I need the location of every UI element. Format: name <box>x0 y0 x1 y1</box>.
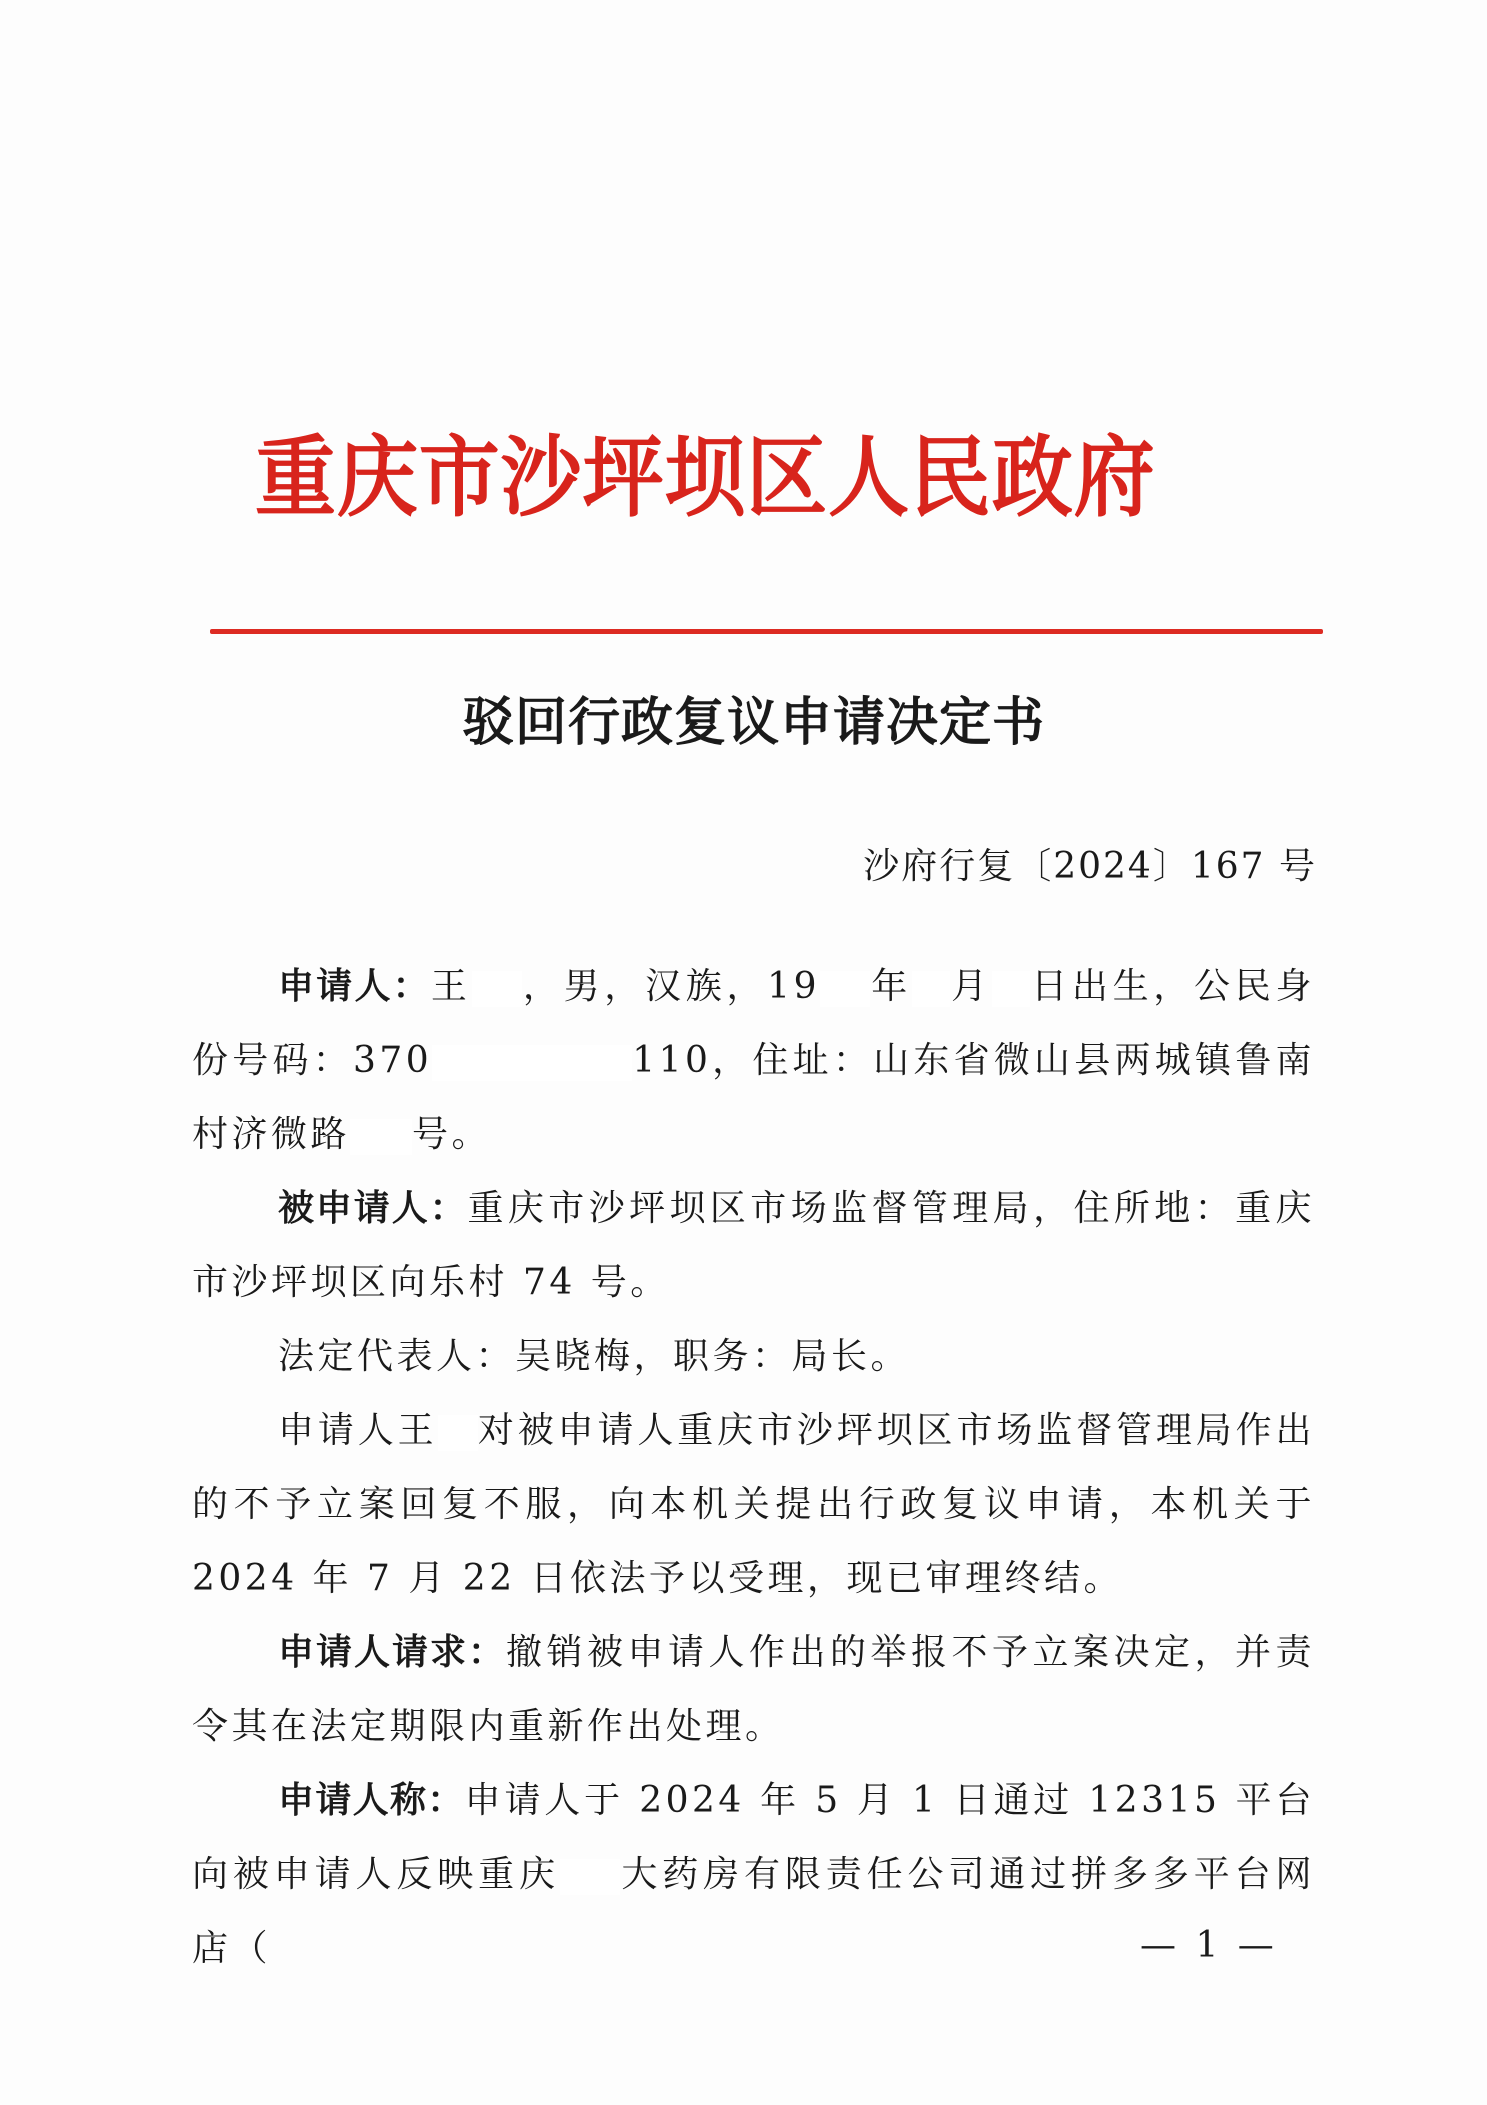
redaction-block <box>912 971 950 1007</box>
applicant-text-6: 110，住址：山东省微山县两城镇鲁南村济微路 <box>192 1040 1316 1155</box>
case-summary-paragraph <box>192 1394 1315 1616</box>
applicant-text-4: 月 <box>949 966 992 1007</box>
redaction-block <box>432 1045 632 1081</box>
legal-representative-text: 法定代表人：吴晓梅，职务：局长。 <box>278 1336 911 1377</box>
issuing-authority-header: 重庆市沙坪坝区人民政府 <box>255 425 1156 529</box>
applicant-request-text: 撤销被申请人作出的举报不予立案决定，并责令其在法定期限内重新作出处理。 <box>192 1632 1315 1747</box>
applicant-text-5: 日出生，公民身份号码：370 <box>192 966 1315 1081</box>
respondent-label: 被申请人： <box>278 1188 468 1229</box>
applicant-label: 申请人： <box>278 966 431 1007</box>
applicant-text-1: 王 <box>430 966 472 1007</box>
document-number: 沙府行复〔2024〕167 号 <box>863 846 1317 887</box>
applicant-text-7: 号。 <box>412 1114 492 1155</box>
redaction-block <box>350 1119 412 1155</box>
applicant-claims-label: 申请人称： <box>278 1780 465 1821</box>
redaction-block <box>560 1859 620 1895</box>
legal-representative-paragraph <box>192 1320 1315 1394</box>
respondent-paragraph <box>192 1172 1315 1320</box>
page-number: — 1 — <box>1140 1925 1278 1966</box>
redaction-block <box>820 971 870 1007</box>
applicant-claims-text-2: 大药房有限责任公司通过拼多多平台网店（ <box>192 1854 1315 1969</box>
applicant-request-label: 申请人请求： <box>278 1632 506 1673</box>
case-summary-text-1: 申请人王 <box>278 1410 438 1451</box>
document-title: 驳回行政复议申请决定书 <box>461 692 1045 753</box>
red-header-rule <box>210 629 1323 634</box>
applicant-claims-text-1: 申请人于 2024 年 5 月 1 日通过 12315 平台向被申请人反映重庆 <box>192 1780 1315 1895</box>
applicant-request-paragraph <box>192 1616 1315 1764</box>
redaction-block <box>992 971 1030 1007</box>
document-body <box>192 950 1315 1986</box>
applicant-text-3: 年 <box>870 966 912 1007</box>
applicant-paragraph <box>192 950 1315 1172</box>
redaction-block <box>438 1415 478 1451</box>
redaction-block <box>472 971 522 1007</box>
respondent-text: 重庆市沙坪坝区市场监督管理局，住所地：重庆市沙坪坝区向乐村 74 号。 <box>192 1188 1315 1303</box>
applicant-text-2: ，男，汉族，19 <box>521 966 820 1007</box>
case-summary-text-2: 对被申请人重庆市沙坪坝区市场监督管理局作出的不予立案回复不服，向本机关提出行政复议申请，本机关于 2024 年 7 月 22 日依法予以受理，现已审理终结。 <box>192 1410 1315 1599</box>
